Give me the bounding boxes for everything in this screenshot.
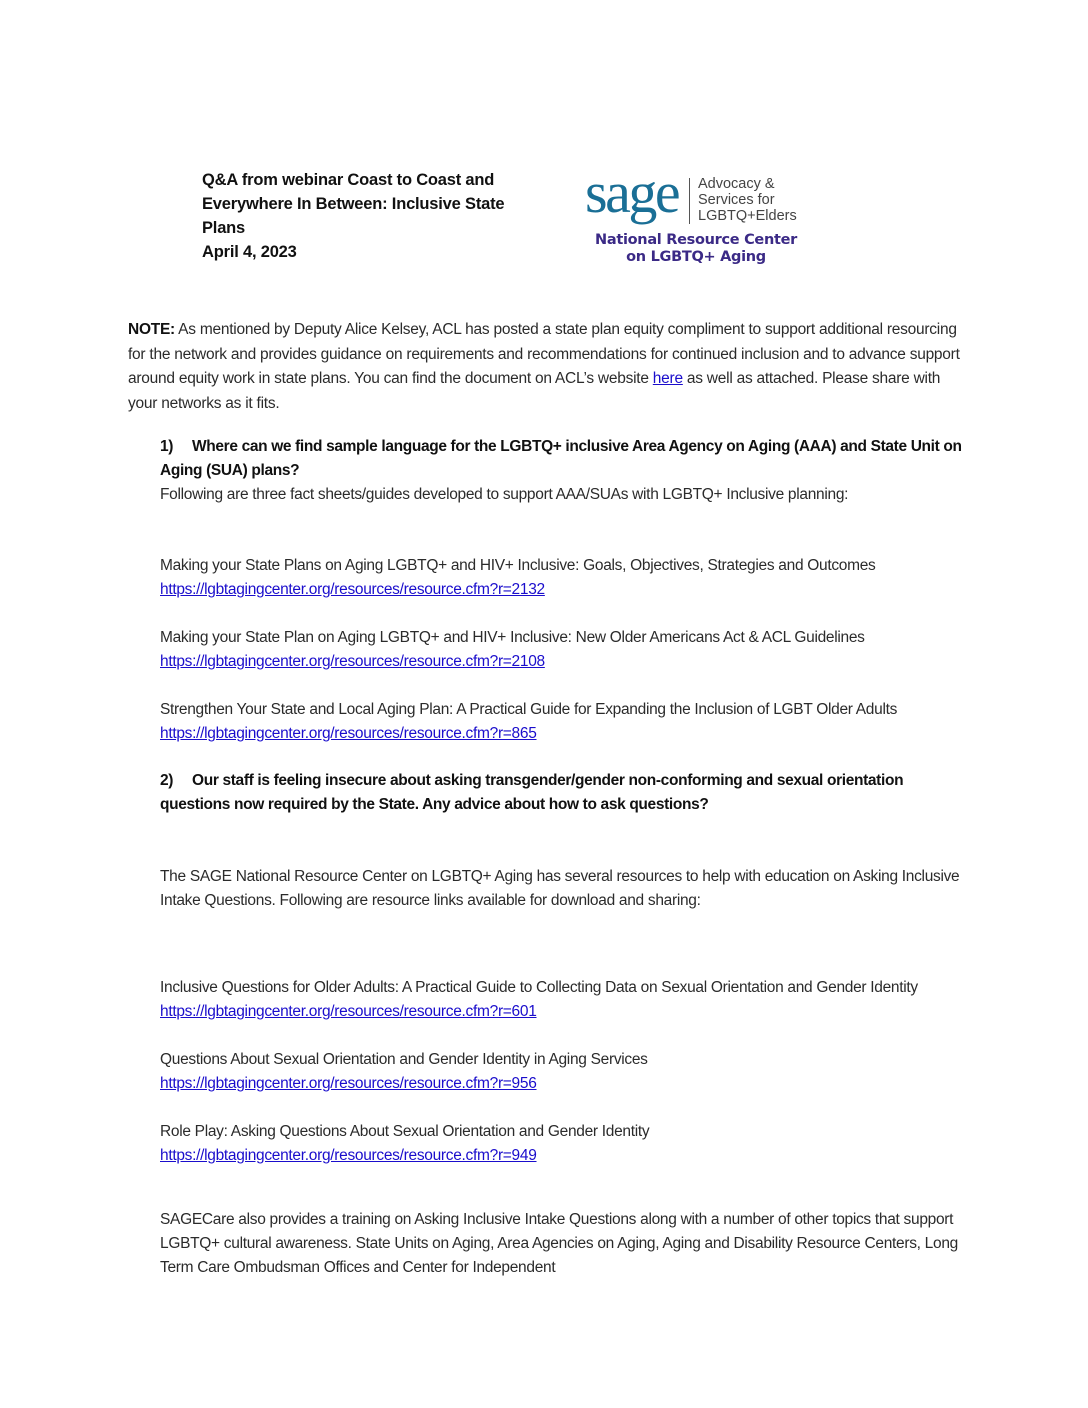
question-1 xyxy=(160,435,970,507)
resource-title: Making your State Plan on Aging LGBTQ+ and HIV+ Inclusive: New Older Americans Act & ACL Guidelines xyxy=(160,629,865,646)
question-heading xyxy=(160,769,970,817)
note-paragraph xyxy=(128,318,968,416)
title-line: Everywhere In Between: Inclusive State xyxy=(202,195,505,213)
resource-item xyxy=(160,698,970,746)
answer-intro: Following are three fact sheets/guides developed to support AAA/SUAs with LGBTQ+ Inclusive planning: xyxy=(160,486,849,503)
resource-title: Questions About Sexual Orientation and Gender Identity in Aging Services xyxy=(160,1051,648,1068)
closing-text: SAGECare also provides a training on Asking Inclusive Intake Questions along with a number of other topics that support LGBTQ+ cultural awareness. State Units on Aging, Area Agencies on Aging, Aging and Disability Resource Centers, Long Term Care Ombudsman Offices and Center for Independent xyxy=(160,1211,958,1276)
resource-item xyxy=(160,554,970,602)
resource-item xyxy=(160,626,970,674)
tagline-line: LGBTQ+Elders xyxy=(698,208,797,224)
question-number: 1) xyxy=(160,438,174,455)
document-title xyxy=(202,168,562,264)
title-line: Q&A from webinar Coast to Coast and xyxy=(202,171,495,189)
resource-title: Role Play: Asking Questions About Sexual Orientation and Gender Identity xyxy=(160,1123,650,1140)
question-text: Our staff is feeling insecure about asking transgender/gender non-conforming and sexual orientation questions now required by the State. Any advice about how to ask questions? xyxy=(160,772,904,813)
note-text-end: as well as attached. Please share with your networks as it fits. xyxy=(128,370,941,412)
question-number: 2) xyxy=(160,772,174,789)
question-2 xyxy=(160,769,970,817)
logo-tagline xyxy=(698,176,797,224)
tagline-line: Services for xyxy=(698,192,775,208)
center-line: on LGBTQ+ Aging xyxy=(626,249,766,265)
resource-link[interactable]: https://lgbtagingcenter.org/resources/resource.cfm?r=956 xyxy=(160,1075,537,1092)
sage-wordmark: sage xyxy=(585,160,679,225)
resource-link[interactable]: https://lgbtagingcenter.org/resources/resource.cfm?r=2132 xyxy=(160,581,545,598)
resource-item xyxy=(160,1048,970,1096)
note-label: NOTE: xyxy=(128,321,175,338)
resource-link[interactable]: https://lgbtagingcenter.org/resources/resource.cfm?r=2108 xyxy=(160,653,545,670)
question-text: Where can we find sample language for the LGBTQ+ inclusive Area Agency on Aging (AAA) and State Unit on Aging (SUA) plans? xyxy=(160,438,962,479)
resource-item xyxy=(160,1120,970,1168)
tagline-line: Advocacy & xyxy=(698,176,775,192)
answer-intro xyxy=(160,865,970,913)
resource-title: Strengthen Your State and Local Aging Plan: A Practical Guide for Expanding the Inclusion of LGBT Older Adults xyxy=(160,701,898,718)
logo-resource-center xyxy=(585,232,807,266)
note-text: As mentioned by Deputy Alice Kelsey, ACL has posted a state plan equity compliment to support additional resourcing for the network and provides guidance on requirements and recommendations for continued inclusion and to advance support around equity work in state plans. You can find the document on ACL’s website xyxy=(128,321,960,387)
resource-link[interactable]: https://lgbtagingcenter.org/resources/resource.cfm?r=865 xyxy=(160,725,537,742)
answer-intro-text: The SAGE National Resource Center on LGBTQ+ Aging has several resources to help with education on Asking Inclusive Intake Questions. Following are resource links available for download and sharing: xyxy=(160,868,960,909)
logo-divider xyxy=(689,178,690,224)
acl-website-link[interactable]: here xyxy=(652,370,683,387)
sage-logo xyxy=(585,160,815,270)
resource-link[interactable]: https://lgbtagingcenter.org/resources/resource.cfm?r=601 xyxy=(160,1003,537,1020)
title-line: Plans xyxy=(202,219,246,237)
closing-paragraph xyxy=(160,1208,970,1280)
question-heading xyxy=(160,435,970,483)
document-date: April 4, 2023 xyxy=(202,243,297,261)
resource-link[interactable]: https://lgbtagingcenter.org/resources/resource.cfm?r=949 xyxy=(160,1147,537,1164)
resource-title: Inclusive Questions for Older Adults: A Practical Guide to Collecting Data on Sexual Orientation and Gender Identity xyxy=(160,979,918,996)
resource-title: Making your State Plans on Aging LGBTQ+ and HIV+ Inclusive: Goals, Objectives, Strategies and Outcomes xyxy=(160,557,876,574)
resource-item xyxy=(160,976,970,1024)
center-line: National Resource Center xyxy=(595,232,797,248)
